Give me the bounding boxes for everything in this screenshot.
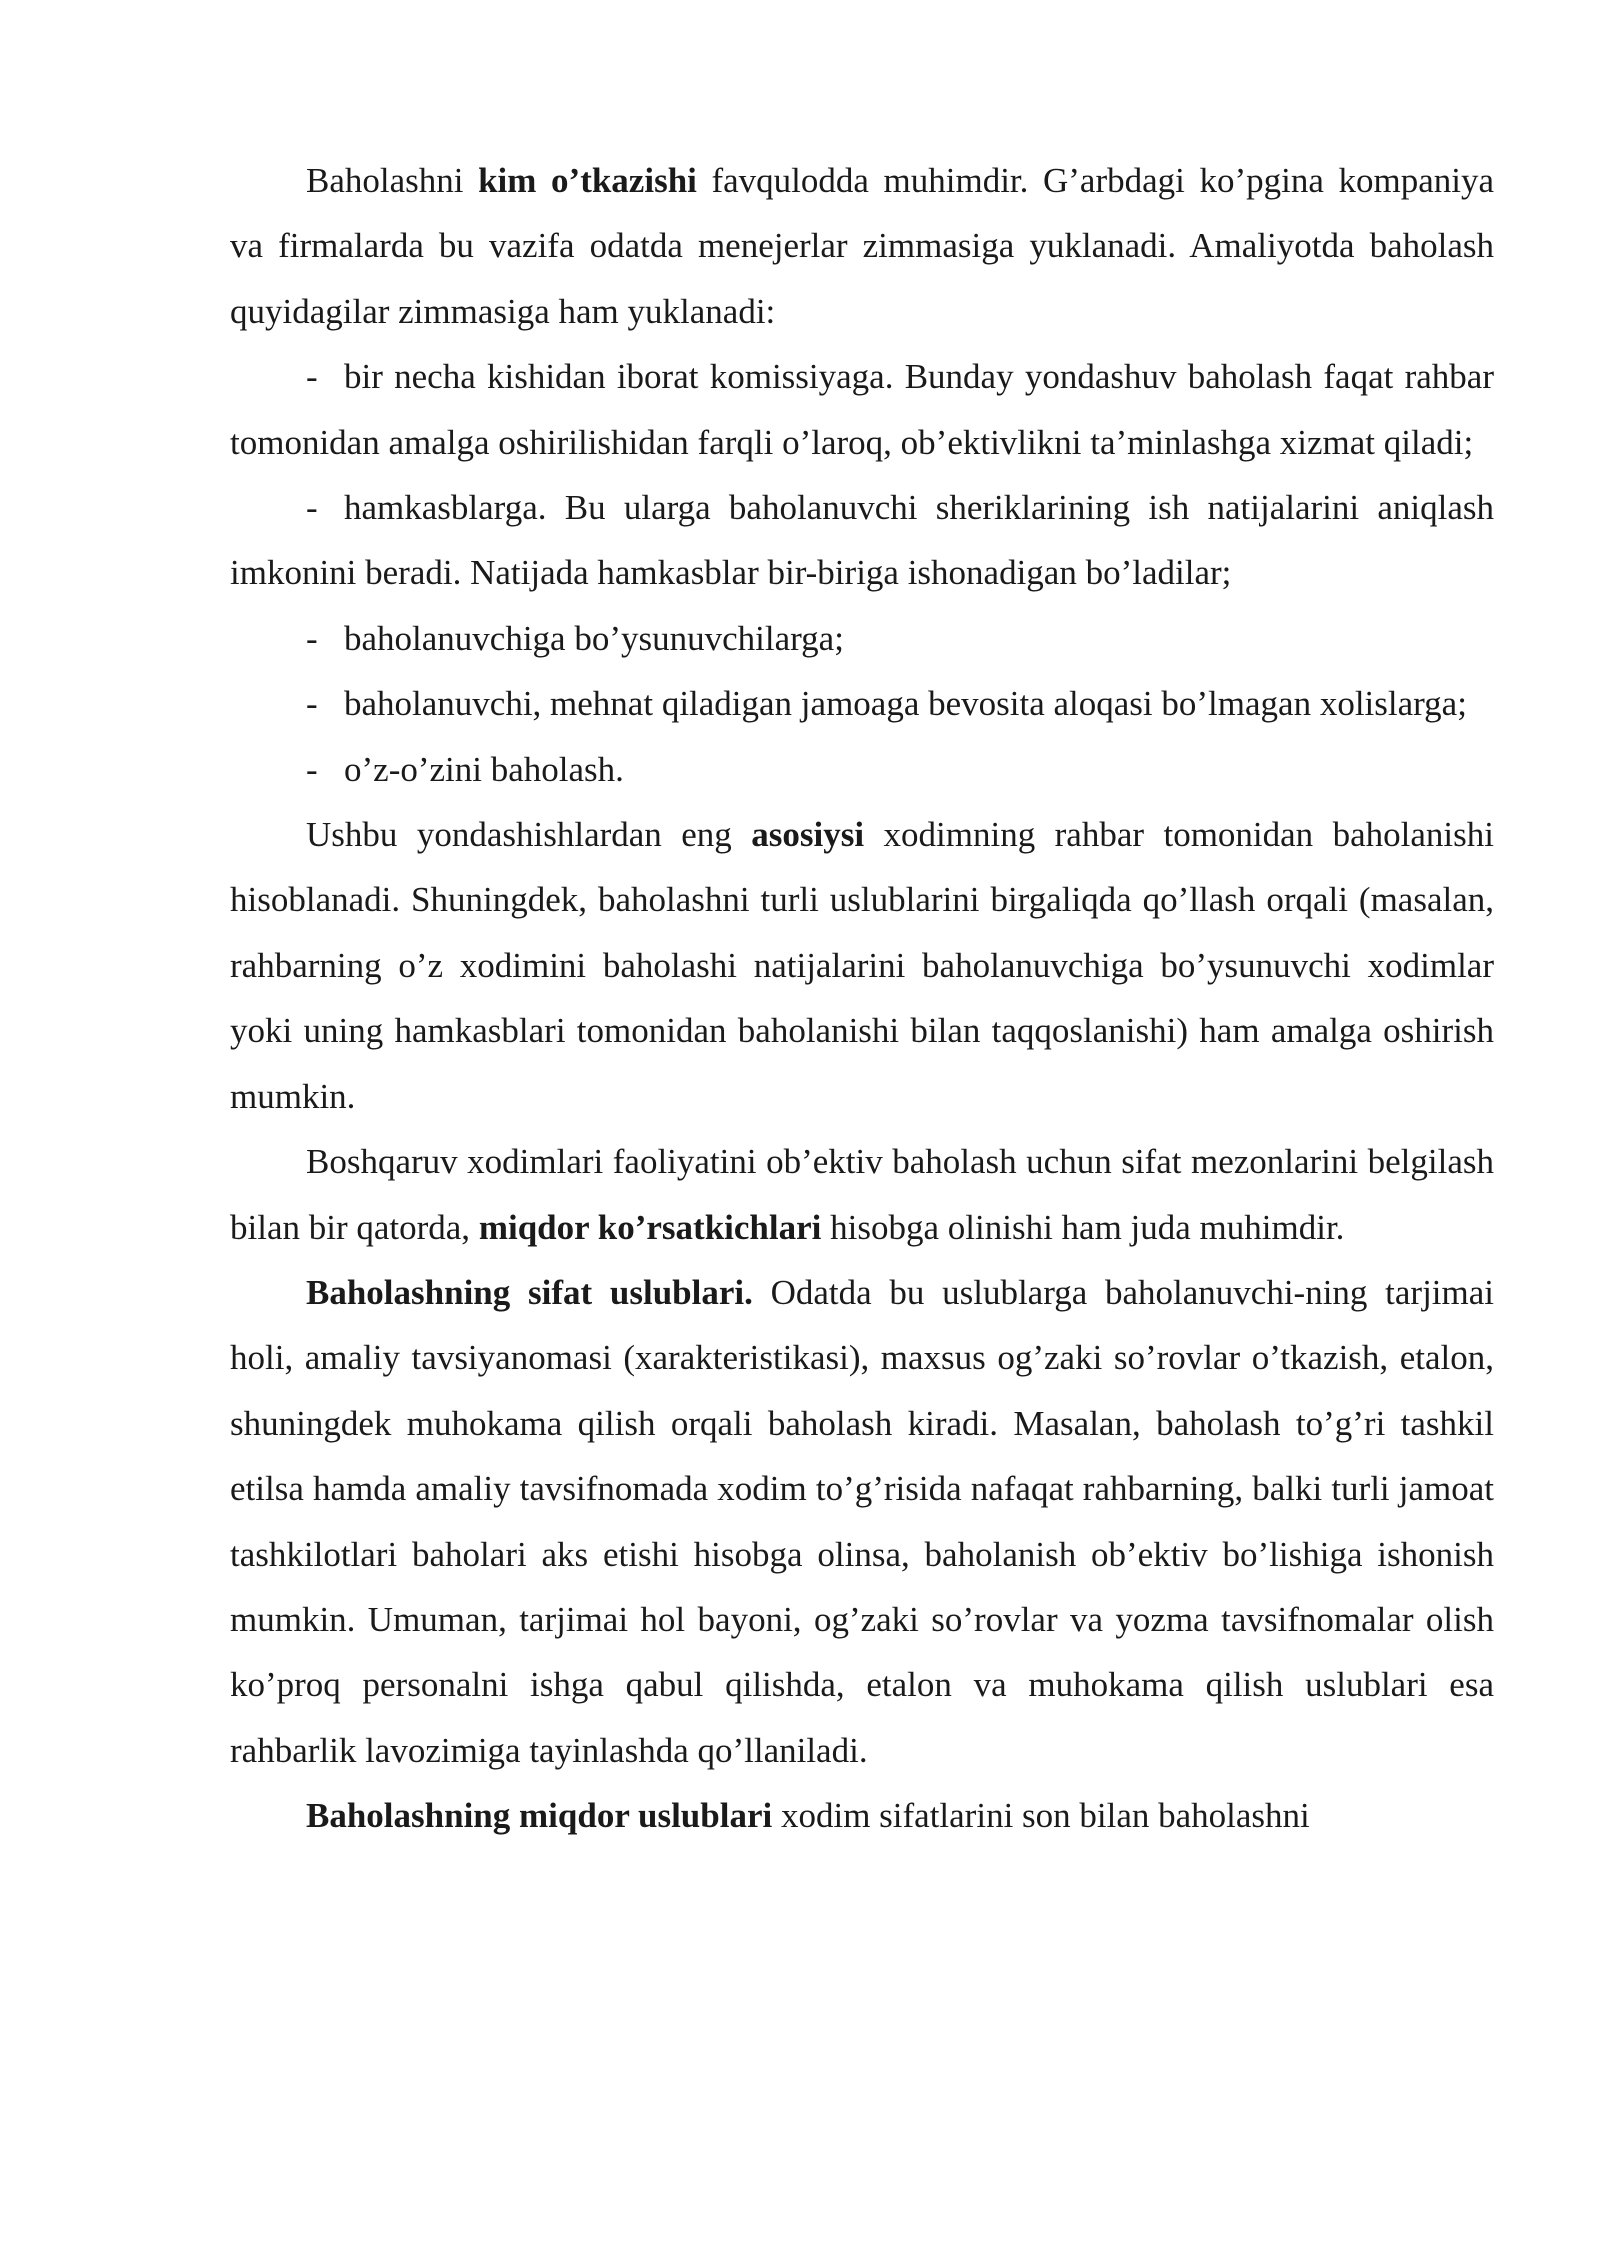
- paragraph-2: [230, 802, 1494, 1129]
- bold-term: kim o’tkazishi: [478, 161, 697, 200]
- list-item-5: [230, 737, 1494, 802]
- list-item-3: [230, 606, 1494, 671]
- text-run: Odatda bu uslublarga baholanuvchi-ning tarjimai holi, amaliy tavsiyanomasi (xarakteristikasi), maxsus og’zaki so’rovlar o’tkazish, etalon, shuningdek muhokama qilish orqali baholash kiradi. Masalan, baholash to’g’ri tashkil etilsa hamda amaliy tavsifnomada xodim to’g’risida nafaqat rahbarning, balki turli jamoat tashkilotlari baholari aks etishi hisobga olinsa, baholanish ob’ektiv bo’lishiga ishonish mumkin. Umuman, tarjimai hol bayoni, og’zaki so’rovlar va yozma tavsifnomalar olish ko’proq personalni ishga qabul qilishda, etalon va muhokama qilish uslublari esa rahbarlik lavozimiga tayinlashda qo’llaniladi.: [230, 1272, 1494, 1770]
- text-run: baholanuvchiga bo’ysunuvchilarga;: [344, 618, 844, 658]
- list-item-2: [230, 475, 1494, 606]
- text-run: hisobga olinishi ham juda muhimdir.: [821, 1207, 1345, 1247]
- text-run: xodim sifatlarini son bilan baholashni: [772, 1796, 1310, 1836]
- text-run: Baholashni: [306, 161, 479, 200]
- list-bullet: -: [306, 488, 318, 528]
- document-body: [230, 148, 1494, 1849]
- bold-heading: Baholashning sifat uslublari.: [306, 1272, 753, 1312]
- paragraph-5: [230, 1783, 1494, 1848]
- bold-term: asosiysi: [751, 815, 865, 855]
- list-bullet: -: [306, 684, 318, 724]
- text-run: favqulodda muhimdir. G’arbdagi ko’pgina kompaniya va firmalarda bu vazifa odatda menejerlar zimmasiga yuklanadi. Amaliyotda baholash quyidagilar zimmasiga ham yuklanadi:: [230, 161, 1495, 331]
- text-run: Boshqaruv xodimlari faoliyatini ob’ektiv baholash uchun sifat mezonlarini belgilash bilan bir qatorda,: [230, 1142, 1494, 1247]
- bold-heading: Baholashning miqdor uslublari: [306, 1796, 773, 1836]
- text-run: o’z-o’zini baholash.: [344, 749, 624, 789]
- text-run: hamkasblarga. Bu ularga baholanuvchi sheriklarining ish natijalarini aniqlash imkonini beradi. Natijada hamkasblar bir-biriga ishonadigan bo’ladilar;: [230, 488, 1494, 593]
- text-run: bir necha kishidan iborat komissiyaga. Bunday yondashuv baholash faqat rahbar tomonidan amalga oshirilishidan farqli o’laroq, ob’ektivlikni ta’minlashga xizmat qiladi;: [230, 357, 1494, 462]
- paragraph-3: [230, 1129, 1494, 1260]
- paragraph-4: [230, 1260, 1494, 1783]
- list-item-1: [230, 344, 1494, 475]
- list-bullet: -: [306, 618, 318, 658]
- text-run: Ushbu yondashishlardan eng: [306, 815, 752, 855]
- text-run: baholanuvchi, mehnat qiladigan jamoaga bevosita aloqasi bo’lmagan xolislarga;: [344, 684, 1467, 724]
- text-run: xodimning rahbar tomonidan baholanishi hisoblanadi. Shuningdek, baholashni turli uslublarini birgaliqda qo’llash orqali (masalan, rahbarning o’z xodimini baholashi natijalarini baholanuvchiga bo’ysunuvchi xodimlar yoki uning hamkasblari tomonidan baholanishi bilan taqqoslanishi) ham amalga oshirish mumkin.: [230, 815, 1494, 1116]
- list-bullet: -: [306, 357, 318, 397]
- bold-term: miqdor ko’rsatkichlari: [478, 1207, 822, 1247]
- list-item-4: [230, 671, 1494, 736]
- paragraph-1: [230, 148, 1494, 344]
- list-bullet: -: [306, 749, 318, 789]
